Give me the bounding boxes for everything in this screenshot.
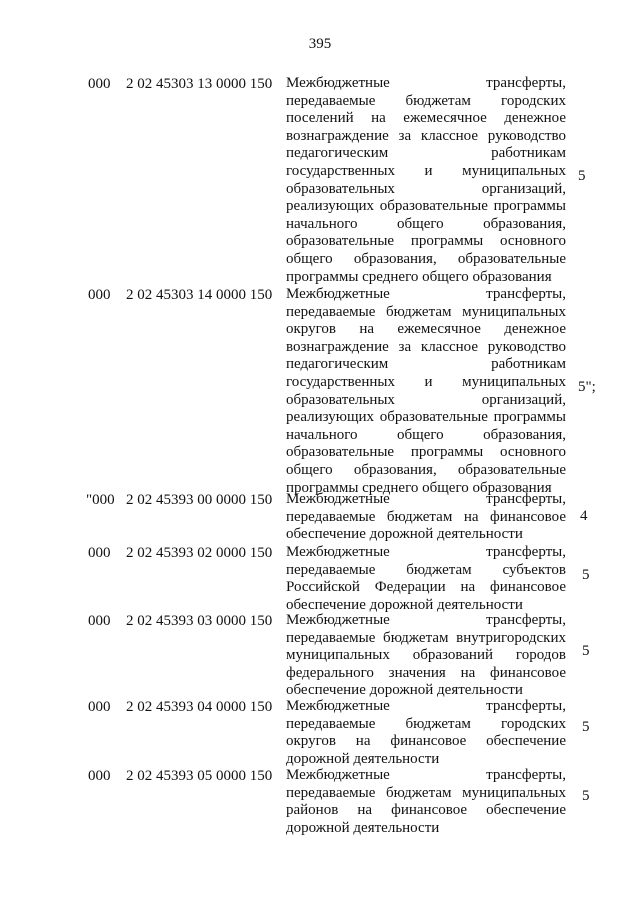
allocation-norm: 5 bbox=[578, 168, 586, 184]
budget-classification-code: 2 02 45303 14 0000 150 bbox=[126, 287, 273, 303]
allocation-norm: 5 bbox=[582, 719, 590, 735]
page-number: 395 bbox=[308, 36, 332, 52]
admin-code: 000 bbox=[88, 613, 111, 629]
income-name: Межбюджетные трансферты, передаваемые бюджетам городских поселений на ежемесячное денежное вознаграждение за классное руководство педагогическим работникам государственных и муниципальных образовательных организаций, реализующих образовательные программы начального общего образования, образовательные программы основного общего образования, образовательные программы среднего общего образования bbox=[286, 75, 566, 285]
budget-classification-code: 2 02 45393 02 0000 150 bbox=[126, 545, 273, 561]
admin-code: 000 bbox=[88, 699, 111, 715]
budget-classification-code: 2 02 45393 03 0000 150 bbox=[126, 613, 273, 629]
income-name: Межбюджетные трансферты, передаваемые бюджетам муниципальных районов на финансовое обеспечение дорожной деятельности bbox=[286, 767, 566, 836]
budget-classification-code: 2 02 45393 04 0000 150 bbox=[126, 699, 273, 715]
admin-code: "000 bbox=[86, 492, 115, 508]
admin-code: 000 bbox=[88, 76, 111, 92]
income-name: Межбюджетные трансферты, передаваемые бюджетам субъектов Российской Федерации на финансовое обеспечение дорожной деятельности bbox=[286, 544, 566, 613]
admin-code: 000 bbox=[88, 287, 111, 303]
budget-classification-code: 2 02 45393 00 0000 150 bbox=[126, 492, 273, 508]
budget-classification-code: 2 02 45303 13 0000 150 bbox=[126, 76, 273, 92]
allocation-norm: 5"; bbox=[578, 379, 596, 395]
income-name: Межбюджетные трансферты, передаваемые бюджетам внутригородских муниципальных образований городов федерального значения на финансовое обеспечение дорожной деятельности bbox=[286, 612, 566, 699]
admin-code: 000 bbox=[88, 768, 111, 784]
allocation-norm: 5 bbox=[582, 643, 590, 659]
allocation-norm: 5 bbox=[582, 567, 590, 583]
allocation-norm: 5 bbox=[582, 788, 590, 804]
admin-code: 000 bbox=[88, 545, 111, 561]
income-name: Межбюджетные трансферты, передаваемые бюджетам городских округов на финансовое обеспечение дорожной деятельности bbox=[286, 698, 566, 767]
budget-classification-code: 2 02 45393 05 0000 150 bbox=[126, 768, 273, 784]
income-name: Межбюджетные трансферты, передаваемые бюджетам муниципальных округов на ежемесячное денежное вознаграждение за классное руководство педагогическим работникам государственных и муниципальных образовательных организаций, реализующих образовательные программы начального общего образования, образовательные программы основного общего образования, образовательные программы среднего общего образования bbox=[286, 286, 566, 496]
income-name: Межбюджетные трансферты, передаваемые бюджетам на финансовое обеспечение дорожной деятельности bbox=[286, 491, 566, 543]
allocation-norm: 4 bbox=[580, 508, 588, 524]
